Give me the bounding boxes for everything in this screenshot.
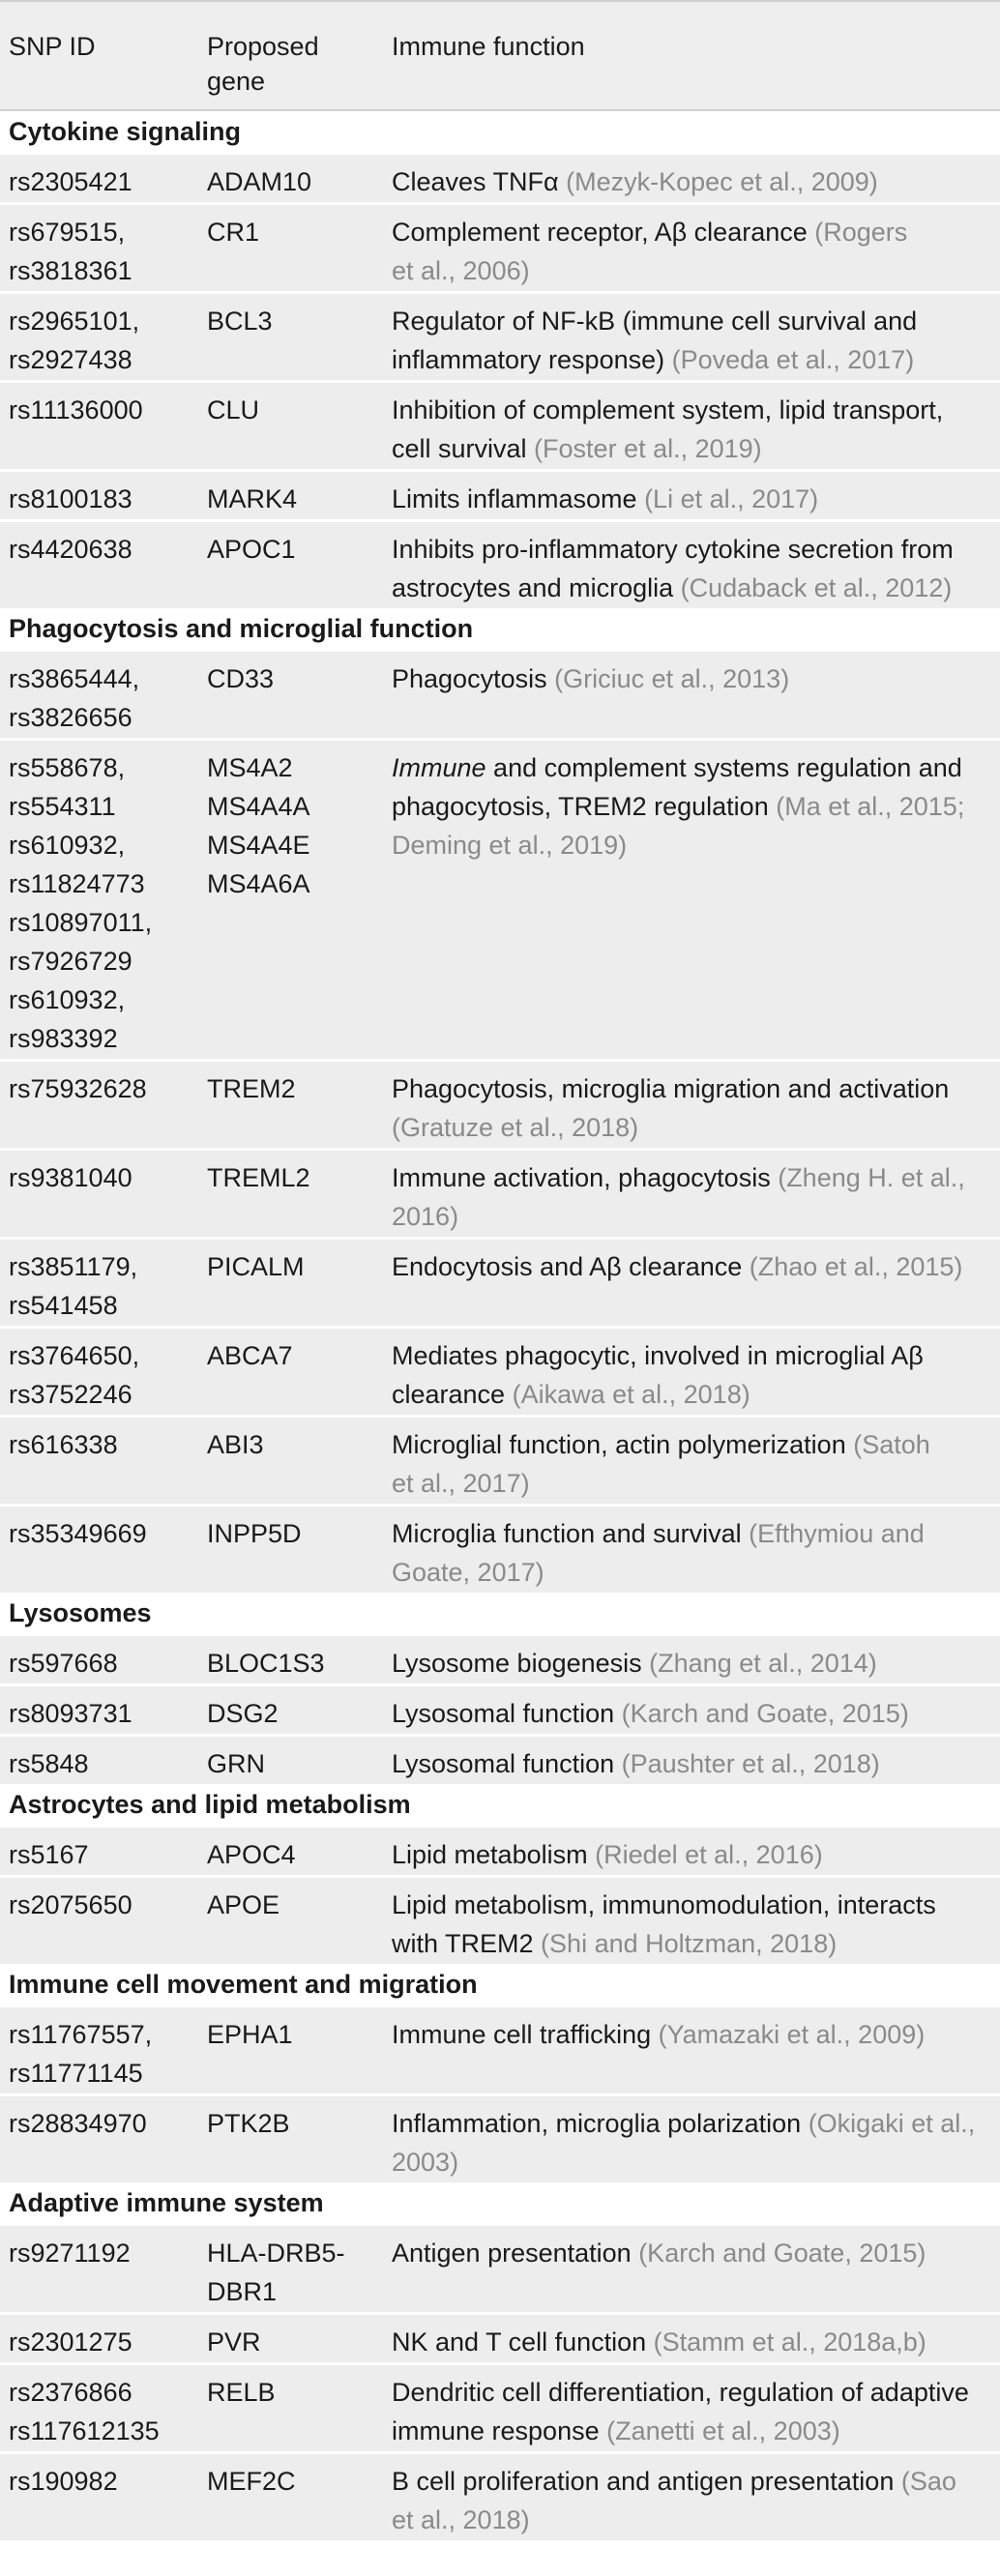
gene-cell: GRN	[207, 1749, 265, 1778]
gene-cell: DSG2	[207, 1699, 279, 1728]
function-text: Lysosomal function	[392, 1699, 622, 1728]
snp-id-cell: rs8093731	[9, 1699, 132, 1728]
gene-cell: PTK2B	[207, 2109, 290, 2138]
citation-link[interactable]: (Poveda et al., 2017)	[671, 345, 915, 374]
function-text: NK and T cell function	[392, 2327, 654, 2356]
immune-function-cell	[392, 302, 996, 379]
immune-function-cell	[392, 2323, 996, 2361]
table-row	[0, 1683, 1000, 1734]
snp-id-cell: rs3851179, rs541458	[9, 1252, 138, 1320]
citation-link[interactable]: (Aikawa et al., 2018)	[512, 1380, 750, 1409]
snp-id-cell: rs2376866 rs117612135	[9, 2378, 160, 2445]
function-text: Lipid metabolism	[392, 1840, 596, 1869]
function-text: Dendritic cell differentiation, regulation of adaptive immune response	[392, 2378, 969, 2445]
table-row	[0, 202, 1000, 291]
gene-cell: BLOC1S3	[207, 1649, 325, 1678]
gene-cell: RELB	[207, 2378, 276, 2407]
function-text: Phagocytosis, microglia migration and activation	[392, 1074, 950, 1103]
citation-link[interactable]: (Foster et al., 2019)	[534, 434, 762, 463]
function-text: Immune cell trafficking	[392, 2020, 659, 2049]
table-row	[0, 1237, 1000, 1326]
citation-link[interactable]: (Efthymiou and Goate, 2017)	[392, 1519, 925, 1587]
snp-id-cell: rs3764650, rs3752246	[9, 1341, 140, 1409]
snp-id-cell: rs28834970	[9, 2109, 147, 2138]
table-row	[0, 2451, 1000, 2540]
gene-cell: ABI3	[207, 1430, 264, 1459]
immune-function-cell	[392, 1158, 996, 1236]
function-text: Inhibition of complement system, lipid transport, cell survival	[392, 395, 944, 463]
citation-link[interactable]: (Zhao et al., 2015)	[749, 1252, 963, 1281]
immune-function-cell	[392, 1247, 996, 1286]
table-row	[0, 152, 1000, 202]
citation-link[interactable]: (Rogers et al., 2006)	[392, 218, 908, 285]
emphasis-text: Immune	[392, 753, 486, 782]
citation-link[interactable]: (Karch and Goate, 2015)	[638, 2239, 926, 2268]
function-text: Limits inflammasome	[392, 484, 645, 513]
section-title: Astrocytes and lipid metabolism	[9, 1790, 411, 1819]
function-text: Mediates phagocytic, involved in microglial Aβ clearance	[392, 1341, 924, 1409]
section-header	[0, 608, 1000, 649]
citation-link[interactable]: (Ma et al., 2015;	[776, 792, 965, 821]
immune-function-cell	[392, 530, 996, 607]
snp-id-cell: rs2301275	[9, 2327, 132, 2356]
table-row	[0, 1875, 1000, 1964]
snp-id-cell: rs35349669	[9, 1519, 147, 1548]
immune-function-cell	[392, 1069, 996, 1147]
section-title: Adaptive immune system	[9, 2188, 324, 2217]
snp-id-cell: rs2075650	[9, 1890, 132, 1919]
function-text: B cell proliferation and antigen presentation	[392, 2467, 901, 2496]
gene-cell: ADAM10	[207, 167, 312, 196]
immune-function-cell	[392, 391, 996, 468]
citation-link[interactable]: (Paushter et al., 2018)	[621, 1749, 880, 1778]
header-immune-function: Immune function	[392, 32, 585, 61]
section-header	[0, 1593, 1000, 1633]
gene-cell: EPHA1	[207, 2020, 293, 2049]
gene-cell: CR1	[207, 218, 260, 247]
table-row	[0, 1734, 1000, 1784]
table-row	[0, 2312, 1000, 2362]
citation-link[interactable]: (Zhang et al., 2014)	[649, 1649, 877, 1678]
citation-link[interactable]: (Gratuze et al., 2018)	[392, 1113, 639, 1142]
citation-link[interactable]: (Mezyk-Kopec et al., 2009)	[566, 167, 878, 196]
immune-function-cell	[392, 1744, 996, 1783]
gene-cell: HLA-DRB5- DBR1	[207, 2239, 345, 2306]
function-text: Lysosome biogenesis	[392, 1649, 650, 1678]
function-text: and complement systems regulation and phagocytosis, TREM2 regulation	[392, 753, 962, 821]
immune-function-cell	[392, 1886, 996, 1963]
function-text: Lipid metabolism, immunomodulation, interacts with TREM2	[392, 1890, 936, 1958]
immune-function-cell	[392, 162, 996, 201]
snp-id-cell: rs75932628	[9, 1074, 147, 1103]
snp-id-cell: rs2305421	[9, 167, 132, 196]
immune-function-cell	[392, 2462, 996, 2539]
gene-cell: MS4A2 MS4A4A MS4A4E MS4A6A	[207, 753, 310, 898]
immune-function-cell	[392, 1514, 996, 1592]
citation-link[interactable]: (Zanetti et al., 2003)	[606, 2416, 840, 2445]
gene-cell: INPP5D	[207, 1519, 302, 1548]
snp-id-cell: rs11136000	[9, 395, 143, 424]
table-row	[0, 1415, 1000, 1504]
citation-link[interactable]: (Griciuc et al., 2013)	[554, 664, 790, 693]
table-header	[0, 0, 1000, 111]
gene-cell: APOC1	[207, 535, 296, 564]
snp-id-cell: rs190982	[9, 2467, 118, 2496]
section-header	[0, 111, 1000, 152]
header-proposed-gene: Proposed gene	[207, 32, 319, 96]
table-body	[0, 111, 1000, 2540]
gene-cell: MEF2C	[207, 2467, 296, 2496]
header-snp-id: SNP ID	[9, 32, 96, 61]
function-text: Phagocytosis	[392, 664, 555, 693]
immune-function-cell	[392, 213, 996, 290]
table-row	[0, 380, 1000, 469]
function-text: Regulator of NF-kB (immune cell survival and inflammatory response)	[392, 307, 918, 374]
gene-cell: TREM2	[207, 1074, 296, 1103]
immune-function-cell	[392, 659, 996, 698]
citation-link[interactable]: (Shi and Holtzman, 2018)	[541, 1929, 838, 1958]
snp-id-cell: rs9381040	[9, 1163, 132, 1192]
table-row	[0, 649, 1000, 738]
snp-id-cell: rs5167	[9, 1840, 89, 1869]
table-row	[0, 1825, 1000, 1875]
table-row	[0, 1059, 1000, 1148]
function-text: Complement receptor, Aβ clearance	[392, 218, 815, 247]
immune-function-cell	[392, 2234, 996, 2272]
immune-function-cell	[392, 1835, 996, 1874]
table-row	[0, 2093, 1000, 2182]
citation-link[interactable]: Deming et al., 2019)	[392, 831, 628, 860]
function-text: Cleaves TNFα	[392, 167, 567, 196]
function-text: Immune activation, phagocytosis	[392, 1163, 779, 1192]
function-text: Microglial function, actin polymerization	[392, 1430, 854, 1459]
section-title: Lysosomes	[9, 1598, 152, 1627]
function-text: Inhibits pro-inflammatory cytokine secretion from astrocytes and microglia	[392, 535, 954, 602]
gene-cell: CD33	[207, 664, 275, 693]
immune-function-cell	[392, 2373, 996, 2450]
table-row	[0, 469, 1000, 519]
function-text: Inflammation, microglia polarization	[392, 2109, 809, 2138]
citation-link[interactable]: (Sao et al., 2018)	[392, 2467, 956, 2534]
table-row	[0, 1504, 1000, 1593]
section-header	[0, 1964, 1000, 2005]
snp-id-cell: rs8100183	[9, 484, 132, 513]
table-row	[0, 2362, 1000, 2451]
citation-link[interactable]: (Okigaki et al., 2003)	[392, 2109, 976, 2177]
citation-link[interactable]: (Li et al., 2017)	[644, 484, 819, 513]
table-row	[0, 738, 1000, 1059]
gene-cell: TREML2	[207, 1163, 310, 1192]
table-row	[0, 519, 1000, 608]
immune-function-cell	[392, 2015, 996, 2054]
immune-function-cell	[392, 1425, 996, 1503]
immune-function-cell	[392, 1336, 996, 1414]
immune-function-cell	[392, 748, 996, 864]
snp-id-cell: rs616338	[9, 1430, 118, 1459]
immune-function-cell	[392, 1644, 996, 1683]
immune-function-cell	[392, 1694, 996, 1733]
snp-id-cell: rs679515, rs3818361	[9, 218, 132, 285]
gene-cell: PVR	[207, 2327, 261, 2356]
table-row	[0, 2005, 1000, 2093]
snp-id-cell: rs3865444, rs3826656	[9, 664, 140, 732]
table-row	[0, 1326, 1000, 1415]
gene-cell: PICALM	[207, 1252, 305, 1281]
citation-link[interactable]: (Yamazaki et al., 2009)	[658, 2020, 926, 2049]
gene-cell: CLU	[207, 395, 260, 424]
citation-link[interactable]: (Zheng H. et al., 2016)	[392, 1163, 965, 1231]
function-text: Microglia function and survival	[392, 1519, 750, 1548]
table-row	[0, 291, 1000, 380]
section-title: Cytokine signaling	[9, 117, 242, 146]
snp-id-cell: rs5848	[9, 1749, 89, 1778]
snp-id-cell: rs9271192	[9, 2239, 131, 2268]
section-header	[0, 2182, 1000, 2223]
snp-id-cell: rs597668	[9, 1649, 118, 1678]
immune-function-cell	[392, 2104, 996, 2181]
immune-function-cell	[392, 480, 996, 518]
table-row	[0, 2223, 1000, 2312]
citation-link[interactable]: (Stamm et al., 2018a,b)	[653, 2327, 926, 2356]
snp-id-cell: rs558678, rs554311 rs610932, rs11824773 rs10897011, rs7926729 rs610932, rs983392	[9, 753, 153, 1053]
gene-cell: APOE	[207, 1890, 280, 1919]
function-text: Endocytosis and Aβ clearance	[392, 1252, 750, 1281]
table-row	[0, 1148, 1000, 1237]
snp-id-cell: rs4420638	[9, 535, 132, 564]
snp-id-cell: rs2965101, rs2927438	[9, 307, 140, 374]
snp-id-cell: rs11767557, rs11771145	[9, 2020, 153, 2088]
table-row	[0, 1633, 1000, 1683]
section-title: Phagocytosis and microglial function	[9, 614, 474, 643]
citation-link[interactable]: (Cudaback et al., 2012)	[680, 573, 953, 602]
gene-cell: APOC4	[207, 1840, 296, 1869]
citation-link[interactable]: (Riedel et al., 2016)	[595, 1840, 823, 1869]
function-text: Antigen presentation	[392, 2239, 639, 2268]
citation-link[interactable]: (Satoh et al., 2017)	[392, 1430, 930, 1498]
gene-cell: ABCA7	[207, 1341, 293, 1370]
section-title: Immune cell movement and migration	[9, 1970, 478, 1999]
gene-cell: BCL3	[207, 307, 273, 336]
section-header	[0, 1784, 1000, 1825]
function-text: Lysosomal function	[392, 1749, 622, 1778]
citation-link[interactable]: (Karch and Goate, 2015)	[621, 1699, 909, 1728]
gene-cell: MARK4	[207, 484, 298, 513]
